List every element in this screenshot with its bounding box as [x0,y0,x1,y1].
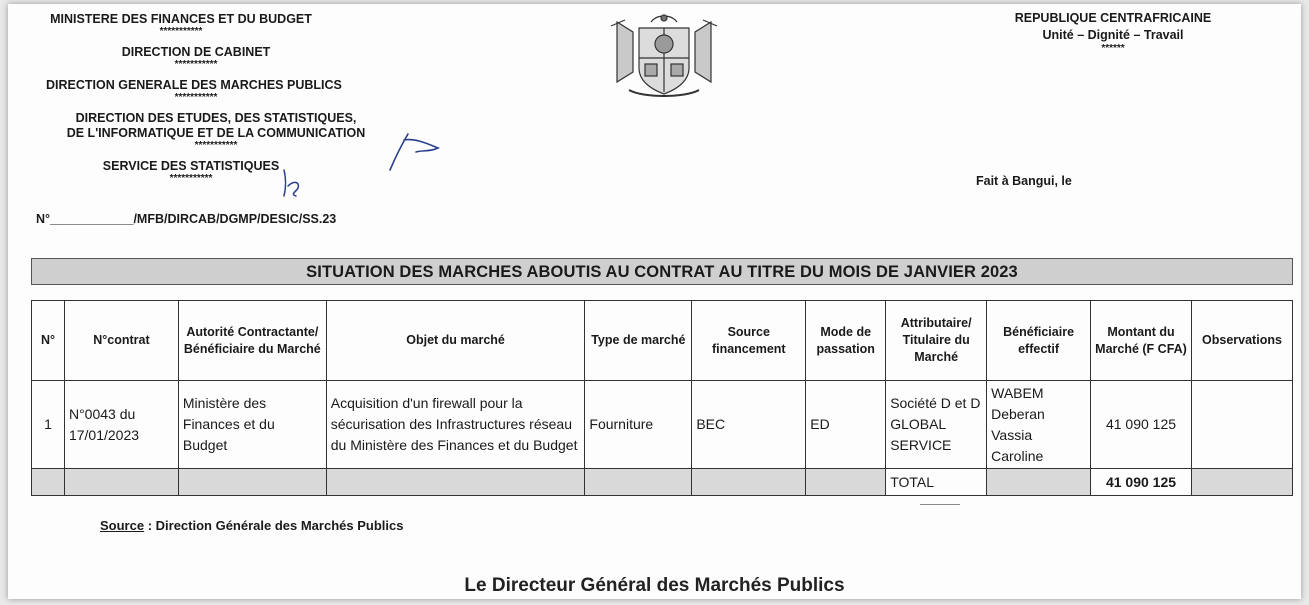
total-empty-cell [806,469,886,496]
header-amount: Montant du Marché (F CFA) [1091,301,1192,381]
header-number: N° [32,301,65,381]
desic-name-line1: DIRECTION DES ETUDES, DES STATISTIQUES, [75,111,357,125]
document-reference-number: N°____________/MFB/DIRCAB/DGMP/DESIC/SS.23 [36,212,337,226]
cell-amount: 41 090 125 [1091,381,1192,469]
ministry-name: MINISTERE DES FINANCES ET DU BUDGET [50,12,312,26]
source-label: Source [100,518,145,533]
header-authority: Autorité Contractante/ Bénéficiaire du Marché [178,301,326,381]
place-and-date: Fait à Bangui, le [976,174,1072,188]
total-empty-cell [1191,469,1292,496]
source-text: : Direction Générale des Marchés Publics [144,518,404,533]
header-type: Type de marché [585,301,692,381]
cell-type: Fourniture [585,381,692,469]
total-empty-cell [987,469,1091,496]
cell-contract: N°0043 du 17/01/2023 [64,381,178,469]
separator-stars: *********** [159,26,203,37]
cell-number: 1 [32,381,65,469]
national-motto: Unité – Dignité – Travail [1042,28,1184,42]
cell-awardee: Société D et D GLOBAL SERVICE [886,381,987,469]
total-row [32,469,1293,496]
report-title: SITUATION DES MARCHES ABOUTIS AU CONTRAT AU TITRE DU MOIS DE JANVIER 2023 [31,258,1293,285]
header-mode: Mode de passation [806,301,886,381]
separator-stars: ****** [1101,43,1125,54]
document-page [8,4,1301,599]
total-empty-cell [32,469,65,496]
cabinet-name: DIRECTION DE CABINET [121,45,271,59]
table-header-row [32,301,1293,381]
separator-stars: *********** [174,92,218,103]
total-empty-cell [178,469,326,496]
total-empty-cell [585,469,692,496]
cell-object: Acquisition d'un firewall pour la sécurisation des Infrastructures réseau du Ministère des Finances et du Budget [326,381,585,469]
separator-stars: *********** [174,59,218,70]
contracts-table [31,300,1293,496]
issuing-authority-block [26,12,426,192]
separator-stars: *********** [169,173,213,184]
coat-of-arms-icon [603,12,725,100]
service-name: SERVICE DES STATISTIQUES [102,159,280,173]
total-label: TOTAL [886,469,987,496]
header-observations: Observations [1191,301,1292,381]
dgmp-name: DIRECTION GENERALE DES MARCHES PUBLICS [46,78,342,92]
source-note [100,518,403,533]
handwritten-initial-icon [278,166,308,200]
header-funding: Source financement [692,301,806,381]
cell-mode: ED [806,381,886,469]
separator-stars: *********** [194,140,238,151]
header-object: Objet du marché [326,301,585,381]
table-row [32,381,1293,469]
cell-funding: BEC [692,381,806,469]
header-beneficiary: Bénéficiaire effectif [987,301,1091,381]
cell-beneficiary: WABEM Deberan Vassia Caroline [987,381,1091,469]
total-empty-cell [64,469,178,496]
header-contract: N°contrat [64,301,178,381]
total-empty-cell [692,469,806,496]
total-amount: 41 090 125 [1091,469,1192,496]
country-name: REPUBLIQUE CENTRAFRICAINE [1014,11,1212,25]
cell-observations [1191,381,1292,469]
republic-block [1003,10,1223,54]
desic-name-line2: DE L'INFORMATIQUE ET DE LA COMMUNICATION [66,126,366,140]
signatory-title: Le Directeur Général des Marchés Publics [464,575,845,596]
total-empty-cell [326,469,585,496]
handwritten-initial-icon [386,126,446,176]
cell-authority: Ministère des Finances et du Budget [178,381,326,469]
header-awardee: Attributaire/ Titulaire du Marché [886,301,987,381]
divider [920,504,960,505]
